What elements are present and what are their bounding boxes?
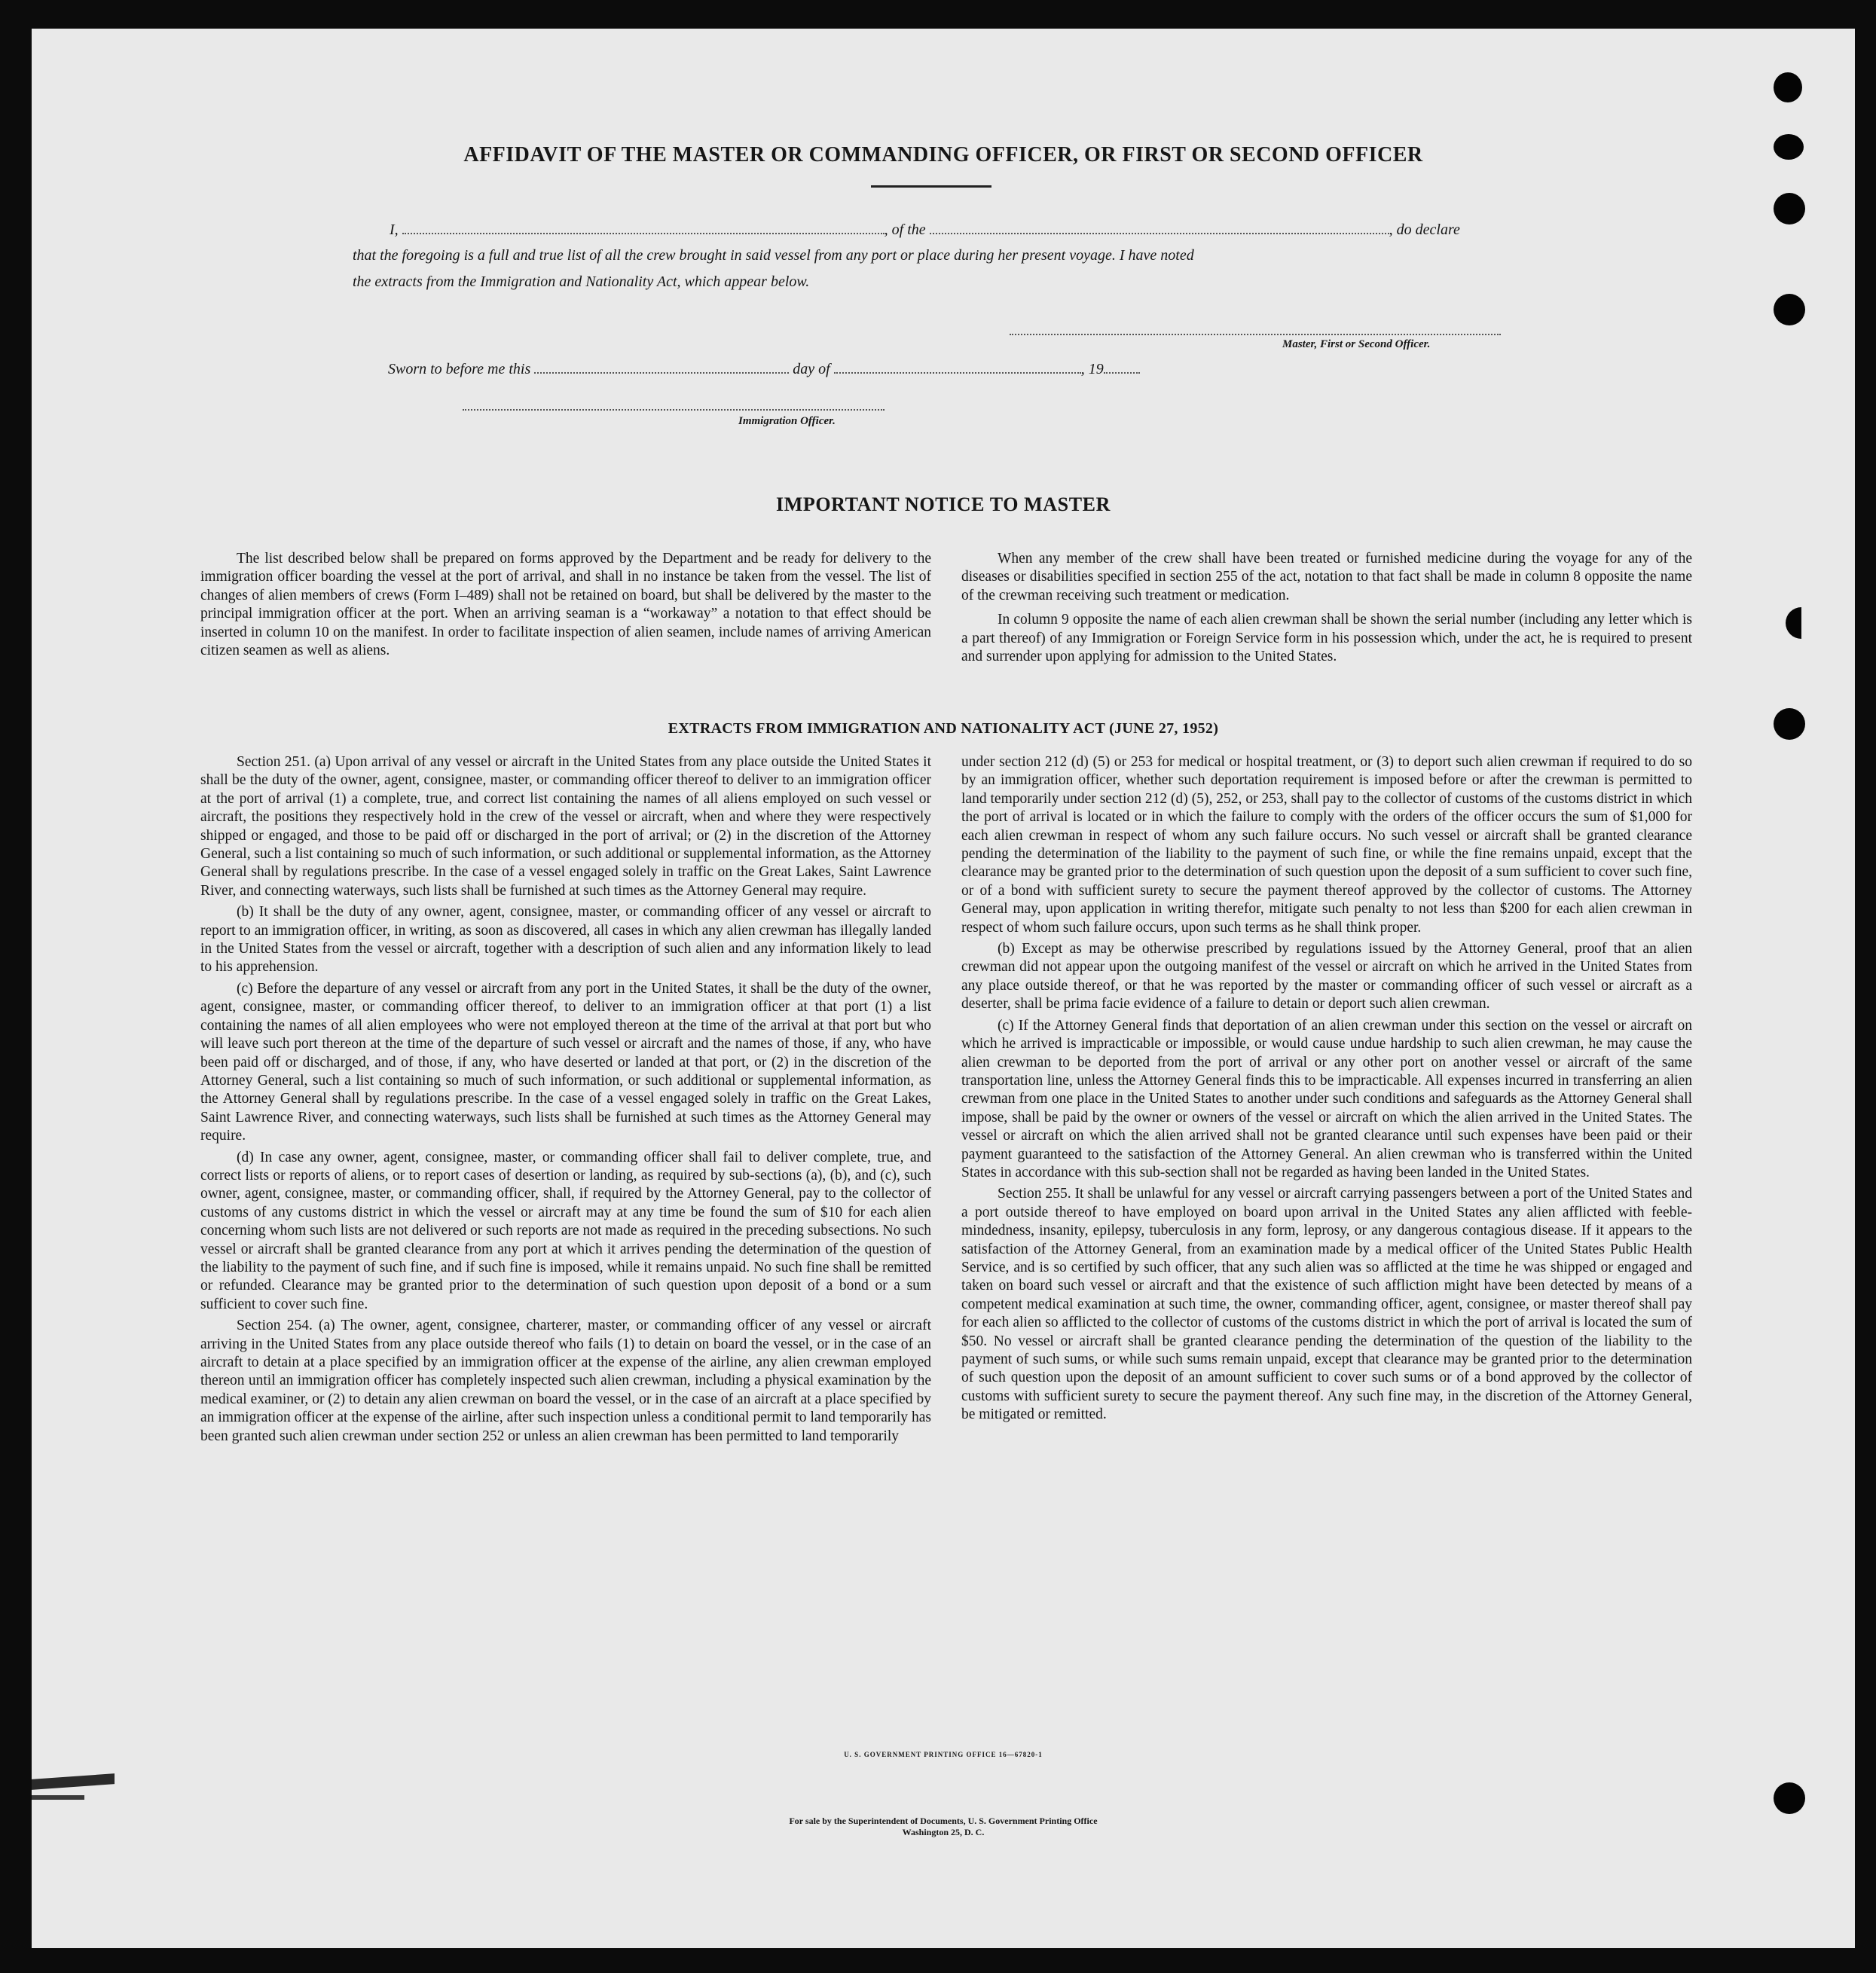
printing-office-imprint: U. S. GOVERNMENT PRINTING OFFICE 16—67820-1	[844, 1751, 1043, 1758]
sworn-day-blank	[534, 360, 789, 374]
notice-right-column	[961, 550, 1692, 669]
notice-heading: IMPORTANT NOTICE TO MASTER	[775, 493, 1111, 515]
sworn-year-blank	[1104, 360, 1140, 374]
sworn-day-of: day of	[793, 361, 830, 377]
section-254-a: Section 254. (a) The owner, agent, consignee, charterer, master, or commanding officer of any vessel or aircraft arriving in the United States from any place outside thereof who fails (1) to detain on board the vessel, or in the case of an aircraft to detain at a place specified by an immigration officer at the expense of the airline, any alien crewman employed thereon until an immigration officer has completely inspected such alien crewman, including a physical examination by the medical examiner, or (2) to detain any alien crewman on board the vessel, or in the case of an aircraft at a place specified by an immigration officer at the expense of the airline, after such inspection unless a conditional permit to land temporarily has been granted such alien crewman under section 252 or unless an alien crewman has been permitted to land temporarily	[200, 1318, 931, 1444]
declaration-i: I,	[390, 221, 399, 238]
torn-edge	[32, 1773, 115, 1790]
affidavit-title: AFFIDAVIT OF THE MASTER OR COMMANDING OFFICER, OR FIRST OR SECOND OFFICER	[463, 143, 1423, 166]
master-caption: Master, First or Second Officer.	[1282, 338, 1431, 350]
title-divider	[871, 185, 991, 188]
declaration-do-declare: , do declare	[1389, 221, 1460, 238]
punch-hole	[1786, 607, 1817, 639]
section-251-a: Section 251. (a) Upon arrival of any vessel or aircraft in the United States from any place outside the United States it shall be the duty of the owner, agent, consignee, master, or commanding officer thereof to deliver to an immigration officer at the port of arrival (1) a complete, true, and correct list containing the names of all aliens employed on such vessel or aircraft, the positions they respectively hold in the crew of the vessel or aircraft, when and where they were respectively shipped or engaged, and those to be paid off or discharged in the port of arrival; or (2) in the discretion of the Attorney General, such a list containing so much of such information, or such additional or supplemental information, as the Attorney General shall by regulations prescribe. In the case of a vessel engaged solely in traffic on the Great Lakes, Saint Lawrence River, and connecting waterways, such lists shall be furnished at such times as the Attorney General may require.	[200, 754, 931, 899]
section-251-d: (d) In case any owner, agent, consignee, master, or commanding officer shall fail to deliver complete, true, and correct lists or reports of aliens, or to report cases of desertion or landing, as required by sub-sections (a), (b), and (c), such owner, agent, consignee, master, or commanding officer, shall, if required by the Attorney General, pay to the collector of customs of any customs district in which the vessel or aircraft may at any time be found the sum of $10 for each alien concerning whom such lists are not delivered or such reports are not made as required in the preceding subsections. No such vessel or aircraft shall be granted clearance from any port at which it arrives pending the determination of the question of the liability to the payment of such fine, and if such fine is imposed, while it remains unpaid. No such fine shall be remitted or refunded. Clearance may be granted prior to the determination of such question upon deposit of a bond or a sum sufficient to cover such fine.	[200, 1149, 931, 1312]
section-255: Section 255. It shall be unlawful for any vessel or aircraft carrying passengers between a port of the United States and a port outside thereof to have employed on board upon arrival in the United States any alien afflicted with feeble-mindedness, insanity, epilepsy, tuberculosis in any form, leprosy, or any dangerous contagious disease. If it appears to the satisfaction of the Attorney General, from an examination made by a medical officer of the United States Public Health Service, and is so certified by such officer, that any such alien was so afflicted at the time he was shipped or engaged and taken on board such vessel or aircraft and that the existence of such affliction might have been detected by means of a competent medical examination at such time, the owner, commanding officer, agent, consignee, or master thereof shall pay for each alien so afflicted to the collector of customs of the customs district in which the port of arrival is located the sum of $50. No vessel or aircraft shall be granted clearance pending the determination of the question of the liability to the payment of such sums, or while such sums remain unpaid, except that clearance may be granted prior to the determination of such question upon the deposit of an amount sufficient to cover such sums or of a bond approved by the collector of customs with sufficient surety to secure the payment thereof. Any such fine may, in the discretion of the Attorney General, be mitigated or remitted.	[961, 1186, 1692, 1423]
name-blank	[402, 221, 885, 234]
declaration-of-the: , of the	[884, 221, 926, 238]
punch-hole	[1774, 193, 1805, 224]
section-254-a-continued: under section 212 (d) (5) or 253 for medical or hospital treatment, or (3) to deport such alien crewman if required to do so by an immigration officer, whether such deportation requirement is imposed before or after the crewman is permitted to land temporarily under section 212 (d) (5), 252, or 253, shall pay to the collector of customs of the customs district in which the port of arrival is located or in which the failure to comply with the orders of the officer occurs the sum of $1,000 for each alien crewman in respect of whom any such failure occurs. No such vessel or aircraft shall be granted clearance pending the determination of the liability to the payment of such fine, or while the fine remains unpaid, except that the clearance may be granted prior to the determination of such question upon the deposit of a sum sufficient to cover such fine, or of a bond with sufficient surety to secure the payment thereof approved by the collector of customs. The Attorney General may, upon application in writing therefor, mitigate such penalty to not less than $200 for each alien crewman in respect of whom such failure occurs, upon such terms as he shall think proper.	[961, 754, 1692, 936]
sworn-year: , 19	[1080, 361, 1104, 377]
declaration-line-3: the extracts from the Immigration and Nationality Act, which appear below.	[353, 273, 810, 290]
sale-notice-line-1: For sale by the Superintendent of Documents, U. S. Government Printing Office	[789, 1816, 1098, 1826]
officer-caption: Immigration Officer.	[738, 415, 836, 427]
torn-edge	[32, 1795, 84, 1800]
punch-hole	[1774, 1782, 1805, 1814]
notice-left-paragraph: The list described below shall be prepared on forms approved by the Department and be ready for delivery to the immigration officer boarding the vessel at the port of arrival, and shall in no instance be taken from the vessel. The list of changes of alien members of crews (Form I–489) shall not be retained on board, but shall be delivered by the master to the principal immigration officer at the port. When an arriving seaman is a “workaway” a notation to that effect should be inserted in column 10 on the manifest. In order to facilitate inspection of alien seamen, include names of arriving American citizen seamen as well as aliens.	[200, 551, 931, 659]
section-251-c: (c) Before the departure of any vessel or aircraft from any port in the United States, it shall be the duty of the owner, agent, consignee, master, or commanding officer thereof, to deliver to an immigration officer at that port (1) a list containing the names of all alien employees who were not employed thereon at the time of the arrival at that port but who will leave such port thereon at the time of the departure of such vessel or aircraft and the names of those, if any, who have been paid off or discharged, and of those, if any, who have deserted or landed at that port, or (2) in the discretion of the Attorney General, such a list containing so much of such information, or such additional or supplemental information, as the Attorney General shall by regulations prescribe. In the case of a vessel engaged solely in traffic on the Great Lakes, Saint Lawrence River, and connecting waterways, such lists shall be furnished at such times as the Attorney General may require.	[200, 980, 931, 1144]
master-signature-line	[1010, 334, 1501, 335]
section-251-b: (b) It shall be the duty of any owner, agent, consignee, master, or commanding officer of any vessel or aircraft to report to an immigration officer, in writing, as soon as discovered, all cases in which any alien crewman has illegally landed in the United States from the vessel or aircraft, together with a description of such alien and any information likely to lead to his apprehension.	[200, 904, 931, 976]
punch-hole	[1774, 294, 1805, 325]
extracts-right-column	[961, 753, 1692, 1428]
section-254-c: (c) If the Attorney General finds that deportation of an alien crewman under this section on the vessel or aircraft on which he arrived is impracticable or impossible, or would cause undue hardship to such alien crewman, he may cause the alien crewman to be deported from the port of arrival or any other port on another vessel or aircraft of the same transportation line, unless the Attorney General finds this to be impracticable. All expenses incurred in transferring an alien crewman from one place in the United States to another under such conditions and safeguards as the Attorney General shall impose, shall be paid by the owner or owners of the vessel or aircraft on which the alien arrived in the United States. The vessel or aircraft on which the alien arrived shall not be granted clearance until such expenses have been paid or their payment guaranteed to the satisfaction of the Attorney General. An alien crewman who is transferred within the United States in accordance with this sub-section shall not be regarded as having been landed in the United States.	[961, 1017, 1692, 1180]
punch-hole	[1774, 72, 1802, 102]
officer-signature-line	[463, 409, 885, 411]
document-page	[32, 29, 1855, 1948]
notice-left-column	[200, 550, 931, 663]
section-254-b: (b) Except as may be otherwise prescribed by regulations issued by the Attorney General, proof that an alien crewman did not appear upon the outgoing manifest of the vessel or aircraft on which he arrived in the United States from any place outside thereof, or that he was reported by the master or commanding officer of such vessel or aircraft as a deserter, shall be prima facie evidence of a failure to detain or deport such alien crewman.	[961, 941, 1692, 1012]
vessel-blank	[930, 221, 1389, 234]
declaration-line-2: that the foregoing is a full and true list of all the crew brought in said vessel from any port or place during her present voyage. I have noted	[353, 247, 1194, 264]
notice-right-paragraph-2: In column 9 opposite the name of each alien crewman shall be shown the serial number (including any letter which is a part thereof) of any Immigration or Foreign Service form in his possession which, under the act, he is required to present and surrender upon applying for admission to the United States.	[961, 612, 1692, 665]
notice-right-paragraph-1: When any member of the crew shall have been treated or furnished medicine during the voyage for any of the diseases or disabilities specified in section 255 of the act, notation to that fact shall be made in column 8 opposite the name of the crewman receiving such treatment or medication.	[961, 551, 1692, 603]
sale-notice-line-2: Washington 25, D. C.	[902, 1827, 985, 1837]
sworn-prefix: Sworn to before me this	[388, 361, 531, 377]
declaration-line-1	[390, 221, 1460, 239]
sworn-month-blank	[834, 360, 1081, 374]
extracts-heading: EXTRACTS FROM IMMIGRATION AND NATIONALITY ACT (JUNE 27, 1952)	[668, 720, 1219, 737]
extracts-left-column	[200, 753, 931, 1449]
sworn-line	[388, 360, 1140, 378]
